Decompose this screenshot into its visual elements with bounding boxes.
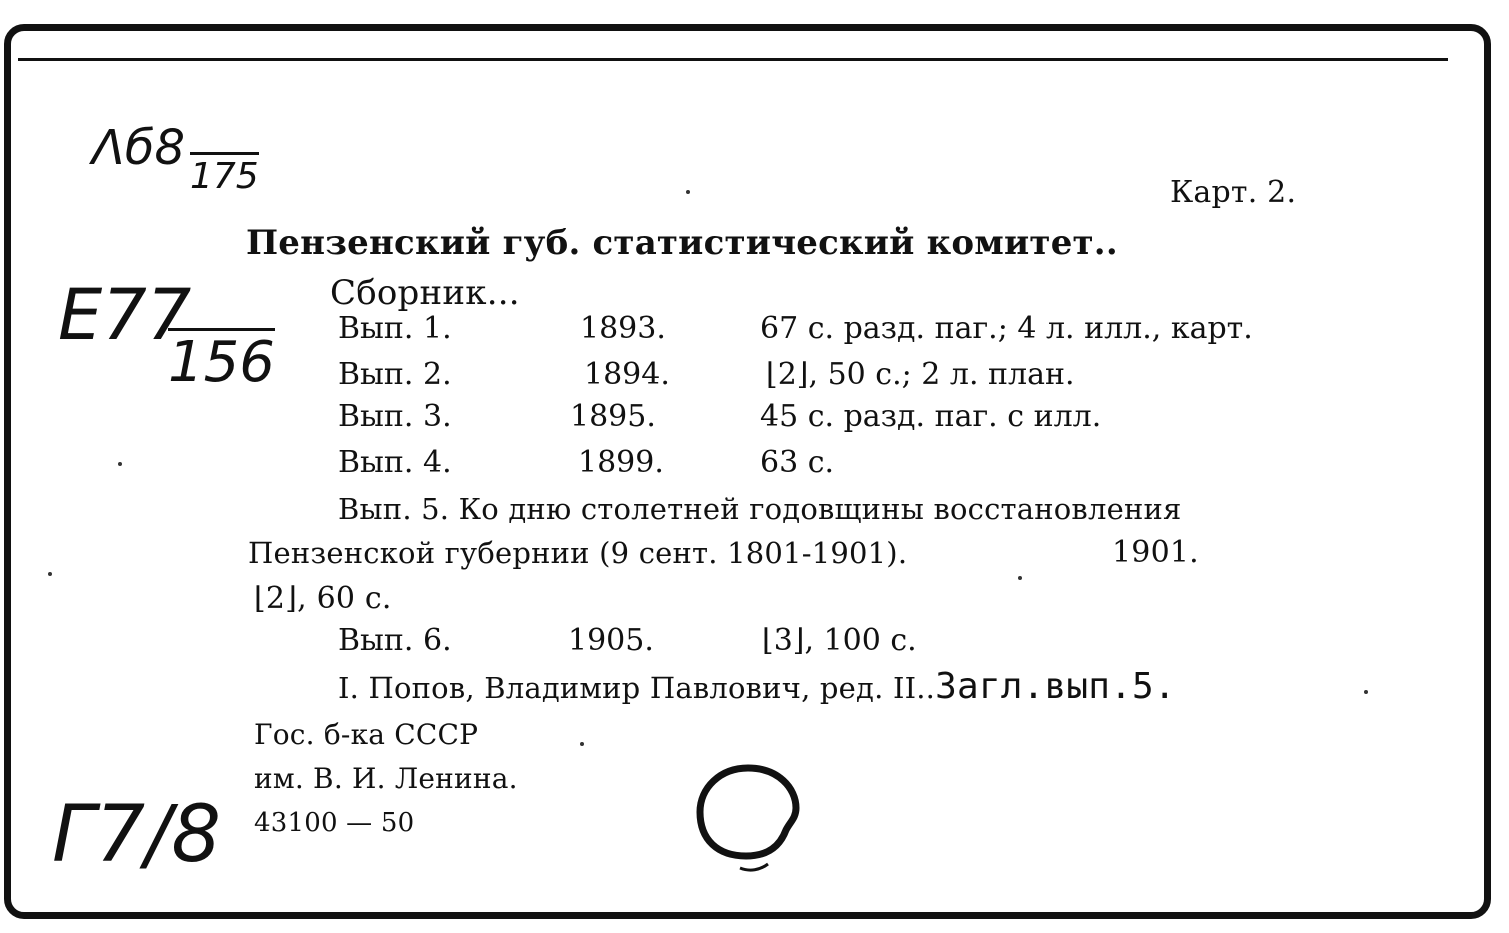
card-number: Карт. 2. <box>1170 175 1297 210</box>
speck <box>1018 576 1022 580</box>
issue-label: Вып. 2. <box>338 357 452 392</box>
title: Сборник... <box>330 273 520 313</box>
punch-hole-tail <box>740 864 768 870</box>
issue-year: 1893. <box>580 311 666 346</box>
issue5-line3: ⌊2⌋, 60 с. <box>254 581 392 616</box>
handwritten-mark-bottom <box>52 790 221 880</box>
issue-year: 1895. <box>570 399 656 434</box>
issue-year: 1899. <box>578 445 664 480</box>
issue5-line1: Вып. 5. Ко дню столетней годовщины восстановления <box>338 492 1182 526</box>
punch-hole <box>688 760 808 880</box>
handwritten-mark-mid-sub <box>168 328 275 393</box>
handwritten-mark-top-text: Λб8 <box>92 120 185 176</box>
punch-hole-outline <box>700 768 796 856</box>
top-rule <box>18 58 1448 61</box>
speck <box>580 742 584 746</box>
tracing-text: I. Попов, Владимир Павлович, ред. II.. <box>338 671 936 705</box>
issue-desc: 67 с. разд. паг.; 4 л. илл., карт. <box>760 311 1253 346</box>
handwritten-mark-mid-sub-text: 156 <box>168 330 275 395</box>
speck <box>686 190 690 194</box>
issue-label: Вып. 3. <box>338 399 452 434</box>
issue-desc: 63 с. <box>760 445 835 480</box>
issue-desc: 45 с. разд. паг. с илл. <box>760 399 1102 434</box>
library-line2: им. В. И. Ленина. <box>254 762 518 795</box>
issue-year: 1905. <box>568 623 654 658</box>
speck <box>118 462 122 466</box>
issue5-line2: Пензенской губернии (9 сент. 1801-1901). <box>248 536 908 570</box>
issue-label: Вып. 4. <box>338 445 452 480</box>
speck <box>48 572 52 576</box>
typed-note: Загл.вып.5. <box>935 666 1176 707</box>
handwritten-mark-bottom-text: Г7/8 <box>52 790 221 880</box>
library-line1: Гос. б-ка СССР <box>254 718 479 751</box>
issue-label: Вып. 6. <box>338 623 452 658</box>
handwritten-mark-top <box>92 120 185 176</box>
library-code: 43100 — 50 <box>254 808 415 838</box>
issue-year: 1894. <box>584 357 670 392</box>
issue-label: Вып. 1. <box>338 311 452 346</box>
issue5-year: 1901. <box>1112 535 1199 570</box>
handwritten-mark-mid-text: E77 <box>58 274 192 356</box>
handwritten-mark-top-sub-text: 175 <box>190 156 259 197</box>
issue-desc: ⌊3⌋, 100 с. <box>762 623 917 658</box>
issue-desc: ⌊2⌋, 50 с.; 2 л. план. <box>766 357 1075 392</box>
tracing-line <box>338 666 1176 707</box>
speck <box>1364 690 1368 694</box>
handwritten-mark-top-sub <box>190 152 259 197</box>
author-heading: Пензенский губ. статистический комитет.. <box>246 223 1118 263</box>
